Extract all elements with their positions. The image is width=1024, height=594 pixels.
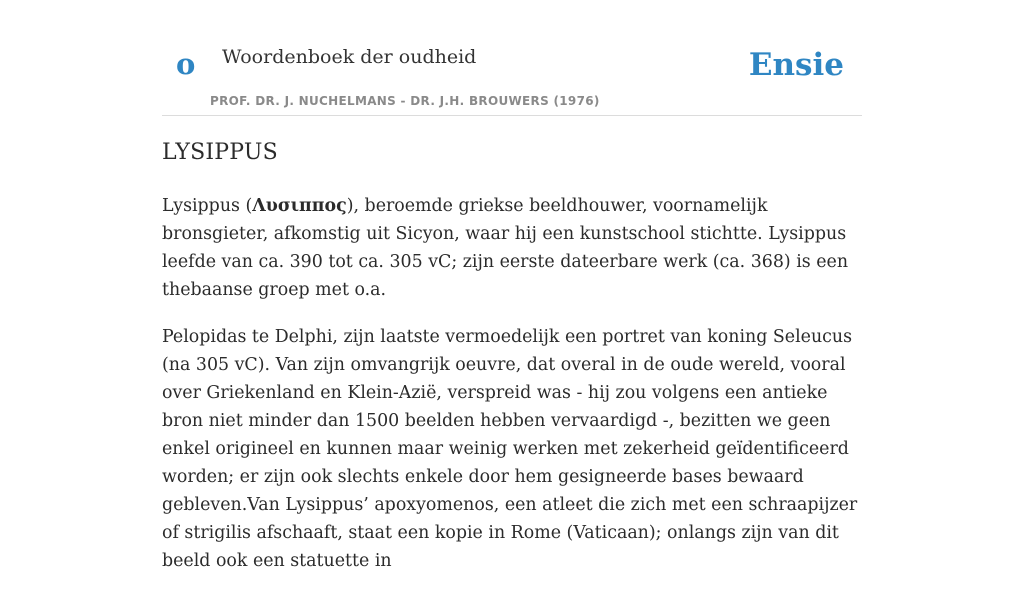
entry-title: LYSIPPUS	[162, 140, 278, 165]
paragraph-text: ), beroemde griekse beeldhouwer, voornamelijk bronsgieter, afkomstig uit Sicyon, waar hij een kunstschool stichtte. Lysippus leefde van ca. 390 tot ca. 305 vC; zijn eerste dateerbare werk (ca. 368) is een thebaanse groep met o.a.	[162, 196, 849, 300]
greek-name: Λυσιππος	[252, 196, 347, 216]
brand-logo[interactable]: Ensie	[748, 47, 844, 83]
paragraph-text: Lysippus (	[162, 196, 253, 216]
paragraph: Pelopidas te Delphi, zijn laatste vermoedelijk een portret van koning Seleucus (na 305 vC). Van zijn omvangrijk oeuvre, dat overal in de oude wereld, vooral over Griekenland en Klein-Azië, verspreid was - hij zou volgens een antieke bron niet minder dan 1500 beelden hebben vervaardigd -, bezitten we geen enkel origineel en kunnen maar weinig werken met zekerheid geïdentificeerd worden; er zijn ook slechts enkele door hem gesigneerde bases bewaard gebleven.Van Lysippus’ apoxyomenos, een atleet die zich met een schraapijzer of strigilis afschaaft, staat een kopie in Rome (Vaticaan); onlangs zijn van dit beeld ook een statuette in	[162, 327, 858, 571]
paragraph	[162, 192, 862, 304]
page-header	[162, 0, 862, 116]
entry-content	[162, 192, 862, 594]
book-title[interactable]: Woordenboek der oudheid	[222, 46, 477, 68]
section-letter[interactable]: o	[176, 47, 196, 81]
book-authors: PROF. DR. J. NUCHELMANS - DR. J.H. BROUWERS (1976)	[210, 94, 600, 108]
